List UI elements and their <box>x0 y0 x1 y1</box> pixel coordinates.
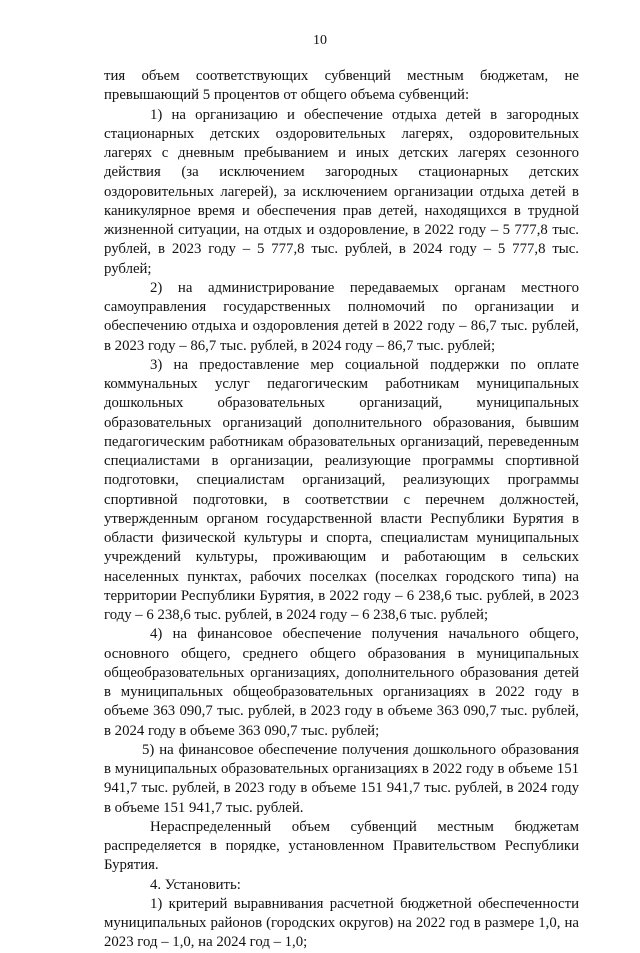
paragraph-item-3: 3) на предоставление мер социальной поддержки по оплате коммунальных услуг педагогическим работникам муниципальных дошкольных образовательных организаций, муниципальных образовательных организаций дополнительного образования, бывшим педагогическим работникам образовательных организаций, переведенным специалистами в организации, реализующие программы спортивной подготовки, специалистам организаций, реализующих программы спортивной подготовки, в соответствии с перечнем должностей, утвержденным органом государственной власти Республики Бурятия в области физической культуры и спорта, специалистам муниципальных учреждений культуры, проживающим и работающим в сельских населенных пунктах, рабочих поселках (поселках городского типа) на территории Республики Бурятия, в 2022 году – 6 238,6 тыс. рублей, в 2023 году – 6 238,6 тыс. рублей, в 2024 году – 6 238,6 тыс. рублей; <box>104 356 579 623</box>
page-number: 10 <box>313 33 327 48</box>
paragraph-continuation: тия объем соответствующих субвенций местным бюджетам, не превышающий 5 процентов от общего объема субвенций: <box>104 68 579 104</box>
paragraph-item-1: 1) на организацию и обеспечение отдыха детей в загородных стационарных детских оздоровительных лагерях, оздоровительных лагерях с дневным пребыванием и иных детских лагерях сезонного действия (за исключением загородных стационарных детских оздоровительных лагерей), за исключением организации отдыха детей в каникулярное время и обеспечения прав детей, находящихся в трудной жизненной ситуации, на отдых и оздоровление, в 2022 году – 5 777,8 тыс. рублей, в 2023 году – 5 777,8 тыс. рублей, в 2024 году – 5 777,8 тыс. рублей; <box>104 106 579 277</box>
paragraph-item-4: 4) на финансовое обеспечение получения начального общего, основного общего, среднего общего образования в муниципальных общеобразовательных организациях, дополнительного образования детей в муниципальных общеобразовательных организациях в 2022 году в объеме 363 090,7 тыс. рублей, в 2023 году в объеме 363 090,7 тыс. рублей, в 2024 году в объеме 363 090,7 тыс. рублей; <box>104 626 579 739</box>
paragraph-item-5: 5) на финансовое обеспечение получения дошкольного образования в муниципальных образовательных организациях в 2022 году в объеме 151 941,7 тыс. рублей, в 2023 году в объеме 151 941,7 тыс. рублей, в 2024 году в объеме 151 941,7 тыс. рублей. <box>104 741 579 816</box>
paragraph-undistributed: Нераспределенный объем субвенций местным бюджетам распределяется в порядке, установленном Правительством Республики Бурятия. <box>104 818 579 874</box>
paragraph-item-2: 2) на администрирование передаваемых органам местного самоуправления государственных полномочий по организации и обеспечению отдыха и оздоровления детей в 2022 году – 86,7 тыс. рублей, в 2023 году – 86,7 тыс. рублей, в 2024 году – 86,7 тыс. рублей; <box>104 279 579 354</box>
paragraph-section-4-item-1: 1) критерий выравнивания расчетной бюджетной обеспеченности муниципальных районов (городских округов) на 2022 год в размере 1,0, на 2023 год – 1,0, на 2024 год – 1,0; <box>104 895 579 951</box>
document-body <box>104 67 579 953</box>
section-heading-4: 4. Установить: <box>150 876 241 893</box>
